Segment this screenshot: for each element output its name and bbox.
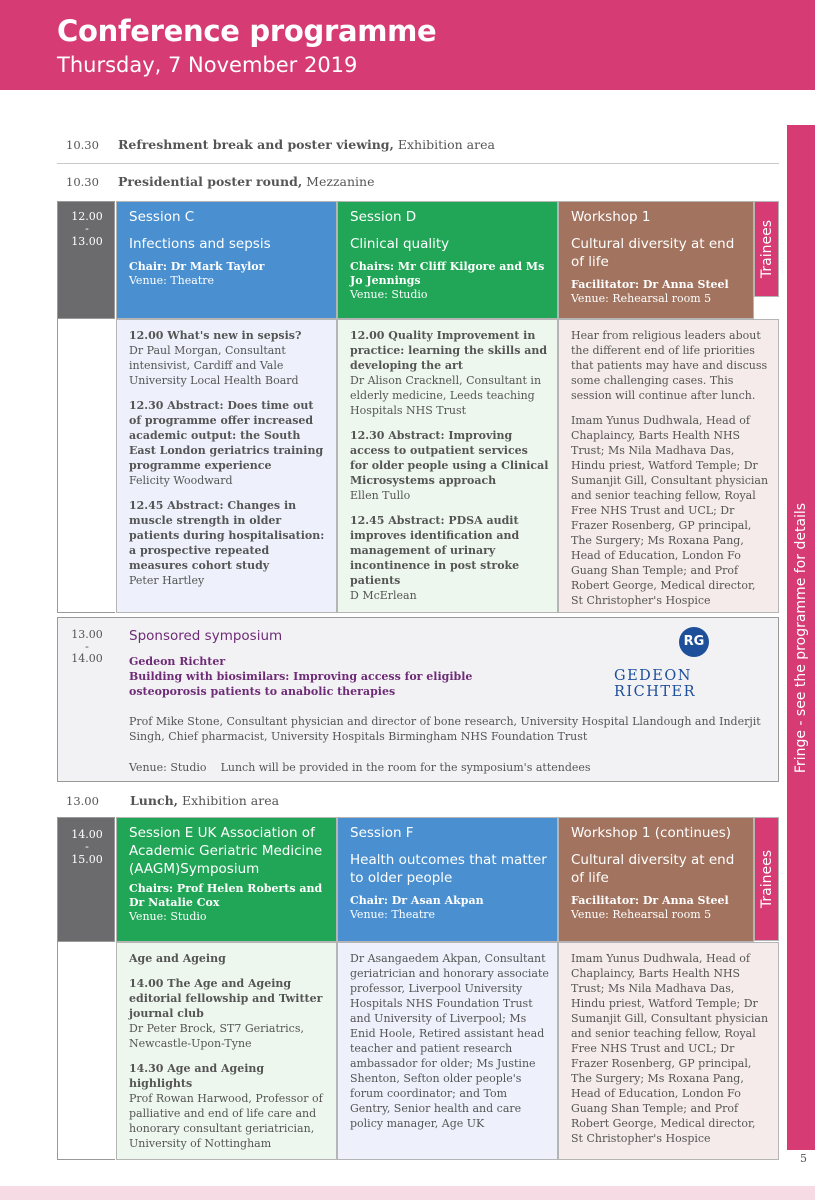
talk-item xyxy=(129,398,328,488)
symposium-note: Lunch will be provided in the room for the symposium's attendees xyxy=(220,761,591,774)
session-venue: Venue: Rehearsal room 5 xyxy=(571,908,712,921)
time-start: 12.00 xyxy=(71,210,103,223)
symposium-talk: Building with biosimilars: Improving access for eligible osteoporosis patients to anabolic therapies xyxy=(129,670,473,698)
session-f-body xyxy=(337,942,558,1160)
session-speakers: Dr Asangaedem Akpan, Consultant geriatrician and honorary associate professor, Liverpool University Hospitals NHS Foundation Trust and University of Liverpool; Ms Enid Hoole, Retired assistant head teacher and patient research ambassador for older; Ms Justine Shenton, Sefton older people's forum coordinator; and Tom Gentry, Senior health and care policy manager, Age UK xyxy=(350,952,549,1130)
row-location: Exhibition area xyxy=(178,793,280,808)
gedeon-richter-logo-icon: RG xyxy=(679,627,709,657)
talk-speaker: Dr Paul Morgan, Consultant intensivist, Cardiff and Vale University Local Health Board xyxy=(129,344,299,387)
talk-speaker: Felicity Woodward xyxy=(129,474,233,487)
talk-heading: 12.45 Abstract: PDSA audit improves identification and management of urinary incontinence in post stroke patients xyxy=(350,514,520,587)
footer-band xyxy=(0,1186,815,1200)
session-chair: Chair: Dr Asan Akpan xyxy=(350,894,484,907)
fringe-side-tab xyxy=(787,125,815,1150)
talk-speaker: Dr Peter Brock, ST7 Geriatrics, Newcastle-Upon-Tyne xyxy=(129,1022,304,1050)
talk-item xyxy=(129,498,328,588)
page-number: 5 xyxy=(800,1152,807,1165)
workshop-intro: Hear from religious leaders about the different end of life priorities that patients may have and discuss some challenging cases. This session will continue after lunch. xyxy=(571,329,768,402)
session-venue: Venue: Theatre xyxy=(350,908,436,921)
session-d-header xyxy=(337,201,558,319)
trainees-tag xyxy=(754,817,779,941)
session-subtitle: Health outcomes that matter to older people xyxy=(350,852,547,886)
session-title: Workshop 1 xyxy=(571,209,651,225)
session-chair: Chair: Dr Mark Taylor xyxy=(129,260,265,273)
session-venue: Venue: Studio xyxy=(350,288,428,301)
time-dash: - xyxy=(85,840,89,853)
row-title: Refreshment break and poster viewing, xyxy=(118,137,394,152)
time-column-spacer xyxy=(57,319,115,613)
session-f-header xyxy=(337,817,558,942)
talk-heading: 12.45 Abstract: Changes in muscle strength in older patients during hospitalisation: a prospective repeated measures cohort study xyxy=(129,499,325,572)
row-time: 13.00 xyxy=(66,794,99,808)
symposium-sponsor: Gedeon Richter xyxy=(129,655,226,668)
session-d-body xyxy=(337,319,558,613)
workshop-speakers: Imam Yunus Dudhwala, Head of Chaplaincy, Barts Health NHS Trust; Ms Nila Madhava Das, Hindu priest, Watford Temple; Dr Sumanjit Gill, Consultant physician and senior teaching fellow, Royal Free NHS Trust and UCL; Dr Frazer Rosenberg, GP principal, The Surgery; Ms Roxana Pang, Head of Education, London Fo Guang Shan Temple; and Prof Robert George, Medical director, St Christopher's Hospice xyxy=(571,952,769,1145)
poster-round-row xyxy=(118,174,375,189)
row-location: Mezzanine xyxy=(302,174,375,189)
workshop-1-body xyxy=(558,319,779,613)
session-chair: Chairs: Prof Helen Roberts and Dr Natalie Cox xyxy=(129,882,323,909)
time-dash: - xyxy=(85,640,89,653)
workshop-speakers: Imam Yunus Dudhwala, Head of Chaplaincy, Barts Health NHS Trust; Ms Nila Madhava Das, Hindu priest, Watford Temple; Dr Sumanjit Gill, Consultant physician and senior teaching fellow, Royal Free NHS Trust and UCL; Dr Frazer Rosenberg, GP principal, The Surgery; Ms Roxana Pang, Head of Education, London Fo Guang Shan Temple; and Prof Robert George, Medical director, St Christopher's Hospice xyxy=(571,414,769,607)
talk-item xyxy=(129,976,328,1051)
session-chair: Facilitator: Dr Anna Steel xyxy=(571,894,729,907)
trainees-label: Trainees xyxy=(758,849,775,909)
session-c-body xyxy=(116,319,337,613)
session-title: Workshop 1 (continues) xyxy=(571,825,732,841)
talk-speaker: Peter Hartley xyxy=(129,574,205,587)
fringe-side-tab-label: Fringe - see the programme for details xyxy=(793,502,809,773)
section-title: Age and Ageing xyxy=(129,952,226,965)
page-title: Conference programme xyxy=(57,14,437,48)
talk-item xyxy=(350,428,549,503)
talk-speaker: Ellen Tullo xyxy=(350,489,411,502)
talk-speaker: D McErlean xyxy=(350,589,417,602)
workshop-1-header xyxy=(558,201,754,319)
header-banner xyxy=(0,0,815,90)
session-title: Session F xyxy=(350,825,414,841)
talk-heading: 14.30 Age and Ageing highlights xyxy=(129,1062,265,1090)
session-title: Session E UK Association of Academic Geriatric Medicine (AAGM)Symposium xyxy=(129,825,323,877)
symposium-venue-line xyxy=(129,761,591,774)
time-block-14 xyxy=(57,817,115,942)
time-end: 15.00 xyxy=(71,853,103,866)
row-location: Exhibition area xyxy=(393,137,495,152)
workshop-1-continues-header xyxy=(558,817,754,942)
talk-item xyxy=(129,328,328,388)
row-title: Presidential poster round, xyxy=(118,174,303,189)
session-subtitle: Cultural diversity at end of life xyxy=(571,852,735,886)
symposium-venue: Venue: Studio xyxy=(129,761,207,774)
session-title: Session D xyxy=(350,209,417,225)
session-chair: Facilitator: Dr Anna Steel xyxy=(571,278,729,291)
sponsored-symposium xyxy=(57,617,779,782)
talk-item xyxy=(350,513,549,603)
talk-heading: 14.00 The Age and Ageing editorial fellowship and Twitter journal club xyxy=(129,977,323,1020)
time-column-spacer xyxy=(57,942,115,1160)
talk-heading: 12.00 What's new in sepsis? xyxy=(129,329,302,342)
talk-heading: 12.00 Quality Improvement in practice: learning the skills and developing the art xyxy=(350,329,548,372)
talk-speaker: Dr Alison Cracknell, Consultant in elderly medicine, Leeds teaching Hospitals NHS Trust xyxy=(350,374,542,417)
page-date: Thursday, 7 November 2019 xyxy=(57,53,358,77)
trainees-label: Trainees xyxy=(758,219,775,279)
time-block-12 xyxy=(57,201,115,319)
lunch-row xyxy=(130,793,279,808)
workshop-1-continues-body xyxy=(558,942,779,1160)
trainees-tag xyxy=(754,201,779,297)
time-end: 14.00 xyxy=(71,652,103,665)
session-subtitle: Infections and sepsis xyxy=(129,236,271,252)
session-venue: Venue: Theatre xyxy=(129,274,215,287)
row-title: Lunch, xyxy=(130,793,179,808)
row-time: 10.30 xyxy=(66,175,99,189)
gedeon-richter-logo-text: GEDEON RICHTER xyxy=(614,668,697,700)
row-time: 10.30 xyxy=(66,138,99,152)
session-chair: Chairs: Mr Cliff Kilgore and Ms Jo Jennings xyxy=(350,260,545,287)
session-subtitle: Cultural diversity at end of life xyxy=(571,236,735,270)
symposium-title: Sponsored symposium xyxy=(129,628,283,644)
session-subtitle: Clinical quality xyxy=(350,236,450,252)
talk-heading: 12.30 Abstract: Does time out of programme offer increased academic output: the South East London geriatrics training programme experience xyxy=(129,399,324,472)
session-c-header xyxy=(116,201,337,319)
session-title: Session C xyxy=(129,209,195,225)
section-heading xyxy=(129,951,328,966)
session-e-header xyxy=(116,817,337,942)
time-start: 14.00 xyxy=(71,828,103,841)
talk-item xyxy=(350,328,549,418)
session-venue: Venue: Rehearsal room 5 xyxy=(571,292,712,305)
talk-speaker: Prof Rowan Harwood, Professor of palliative and end of life care and honorary consultant geriatrician, University of Nottingham xyxy=(129,1092,323,1150)
time-start: 13.00 xyxy=(71,628,103,641)
talk-item xyxy=(129,1061,328,1151)
time-dash: - xyxy=(85,222,89,235)
talk-heading: 12.30 Abstract: Improving access to outpatient services for older people using a Clinical Microsystems approach xyxy=(350,429,549,487)
session-e-body xyxy=(116,942,337,1160)
time-end: 13.00 xyxy=(71,235,103,248)
session-venue: Venue: Studio xyxy=(129,910,207,923)
symposium-speakers: Prof Mike Stone, Consultant physician and director of bone research, University Hospital Llandough and Inderjit Singh, Chief pharmacist, University Hospitals Birmingham NHS Foundation Trust xyxy=(129,715,761,743)
divider xyxy=(57,163,779,164)
refreshment-row xyxy=(118,137,495,152)
